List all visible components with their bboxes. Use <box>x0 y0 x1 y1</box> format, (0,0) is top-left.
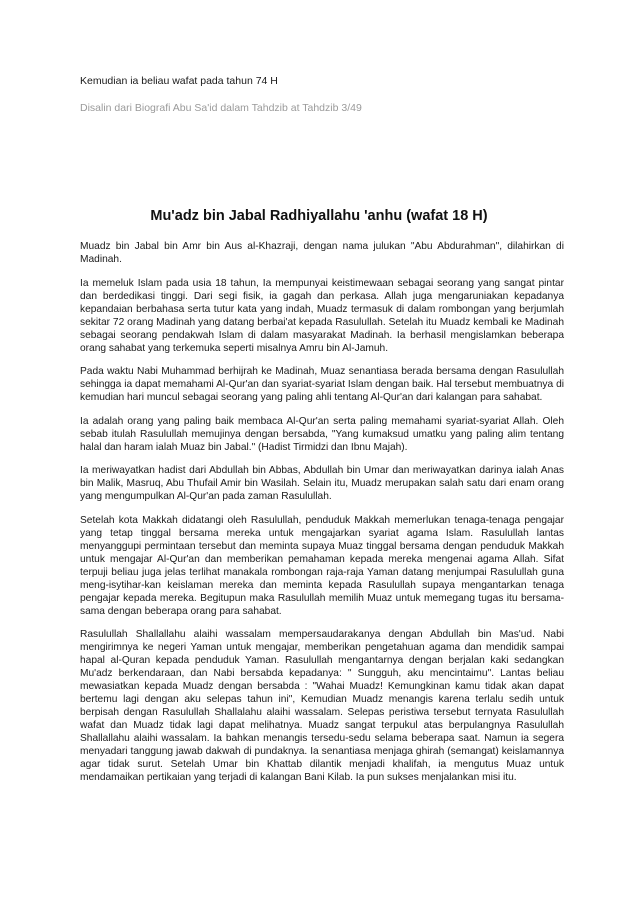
intro-line-death: Kemudian ia beliau wafat pada tahun 74 H <box>80 75 278 87</box>
paragraph-4: Ia adalah orang yang paling baik membaca Al-Qur'an serta paling memahami syariat-syariat Allah. Oleh sebab itulah Rasulullah memujinya dengan bersabda, "Yang kumaksud umatku yang paling alim tentang halal dan haram ialah Muaz bin Jabal." (Hadist Tirmidzi dan Ibnu Majah). <box>80 415 564 453</box>
paragraph-3: Pada waktu Nabi Muhammad berhijrah ke Madinah, Muaz senantiasa berada bersama dengan Rasulullah sehingga ia dapat memahami Al-Qur'an dan syariat-syariat Islam dengan baik. Hal tersebut membuatnya di kemudian hari muncul sebagai seorang yang paling ahli tentang Al-Qur'an dari kalangan para sahabat. <box>80 366 564 403</box>
article-body <box>80 240 564 795</box>
paragraph-5: Ia meriwayatkan hadist dari Abdullah bin Abbas, Abdullah bin Umar dan meriwayatkan darinya ialah Anas bin Malik, Masruq, Abu Thufail Amir bin Wasilah. Selain itu, Muadz merupakan salah satu dari enam orang yang mengumpulkan Al-Qur'an pada zaman Rasulullah. <box>80 465 564 502</box>
paragraph-1: Muadz bin Jabal bin Amr bin Aus al-Khazraji, dengan nama julukan "Abu Abdurahman", dilahirkan di Madinah. <box>80 241 564 265</box>
page-title: Mu'adz bin Jabal Radhiyallahu 'anhu (wafat 18 H) <box>150 208 488 224</box>
paragraph-7: Rasulullah Shallallahu alaihi wassalam mempersaudarakanya dengan Abdullah bin Mas'ud. Nabi mengirimnya ke negeri Yaman untuk mengajar, memberikan pengetahuan agama dan mendidik sampai hapal al-Quran kepada penduduk Yaman. Rasulullah mengantarnya dengan berjalan kaki sedangkan Mu'adz berkendaraan, dan Nabi bersabda kepadanya: " Sungguh, aku mencintaimu". Lantas beliau mewasiatkan kepada Muadz dengan bersabda : "Wahai Muadz! Kemungkinan kamu tidak akan dapat bertemu lagi dengan aku selepas tahun ini", Kemudian Muadz menangis karena terlalu sedih untuk berpisah dengan Rasulullah Shallalahu alaihi wassalam. Selepas peristiwa tersebut ternyata Rasulullah wafat dan Muadz tidak lagi dapat melihatnya. Muadz sangat terpukul atas berpulangnya Rasulullah Shallallahu alaihi wassalam. Ia bahkan menangis tersedu-sedu selama beberapa saat. Namun ia segera menyadari tanggung jawab dakwah di pundaknya. Ia senantiasa menjaga ghirah (semangat) keislamannya agar tidak surut. Setelah Umar bin Khattab dilantik menjadi khalifah, ia mengutus Muaz untuk mendamaikan pertikaian yang terjadi di kalangan Bani Kilab. Ia pun sukses menjalankan misi itu. <box>80 629 564 783</box>
paragraph-2: Ia memeluk Islam pada usia 18 tahun, Ia mempunyai keistimewaan sebagai seorang yang sangat pintar dan berdedikasi tinggi. Dari segi fisik, ia gagah dan perkasa. Allah juga mengaruniakan kepadanya kepandaian berbahasa serta tutur kata yang indah, Muadz termasuk di dalam rombongan yang berjumlah sekitar 72 orang Madinah yang datang berbai'at kepada Rasulullah. Setelah itu Muadz kembali ke Madinah sebagai seorang pendakwah Islam di dalam masyarakat Madinah. Ia berhasil mengislamkan beberapa orang sahabat yang terkemuka seperti misalnya Amru bin Al-Jamuh. <box>80 277 564 354</box>
intro-line-source: Disalin dari Biografi Abu Sa'id dalam Tahdzib at Tahdzib 3/49 <box>80 102 362 114</box>
paragraph-6: Setelah kota Makkah didatangi oleh Rasulullah, penduduk Makkah memerlukan tenaga-tenaga pengajar yang tetap tinggal bersama mereka untuk mengajarkan syariat agama Islam. Rasulullah lantas menyanggupi permintaan tersebut dan meminta supaya Muaz tinggal bersama dengan penduduk Makkah untuk mengajar Al-Qur'an dan memberikan pemahaman kepada mereka mengenai agama Allah. Sifat terpuji beliau juga jelas terlihat manakala rombongan raja-raja Yaman datang menjumpai Rasulullah guna meng-isytihar-kan keislaman mereka dan meminta kepada Rasulullah supaya mengantarkan tenaga pengajar kepada mereka. Begitupun maka Rasulullah memilih Muaz untuk memegang tugas itu bersama-sama dengan beberapa orang para sahabat. <box>80 514 564 617</box>
